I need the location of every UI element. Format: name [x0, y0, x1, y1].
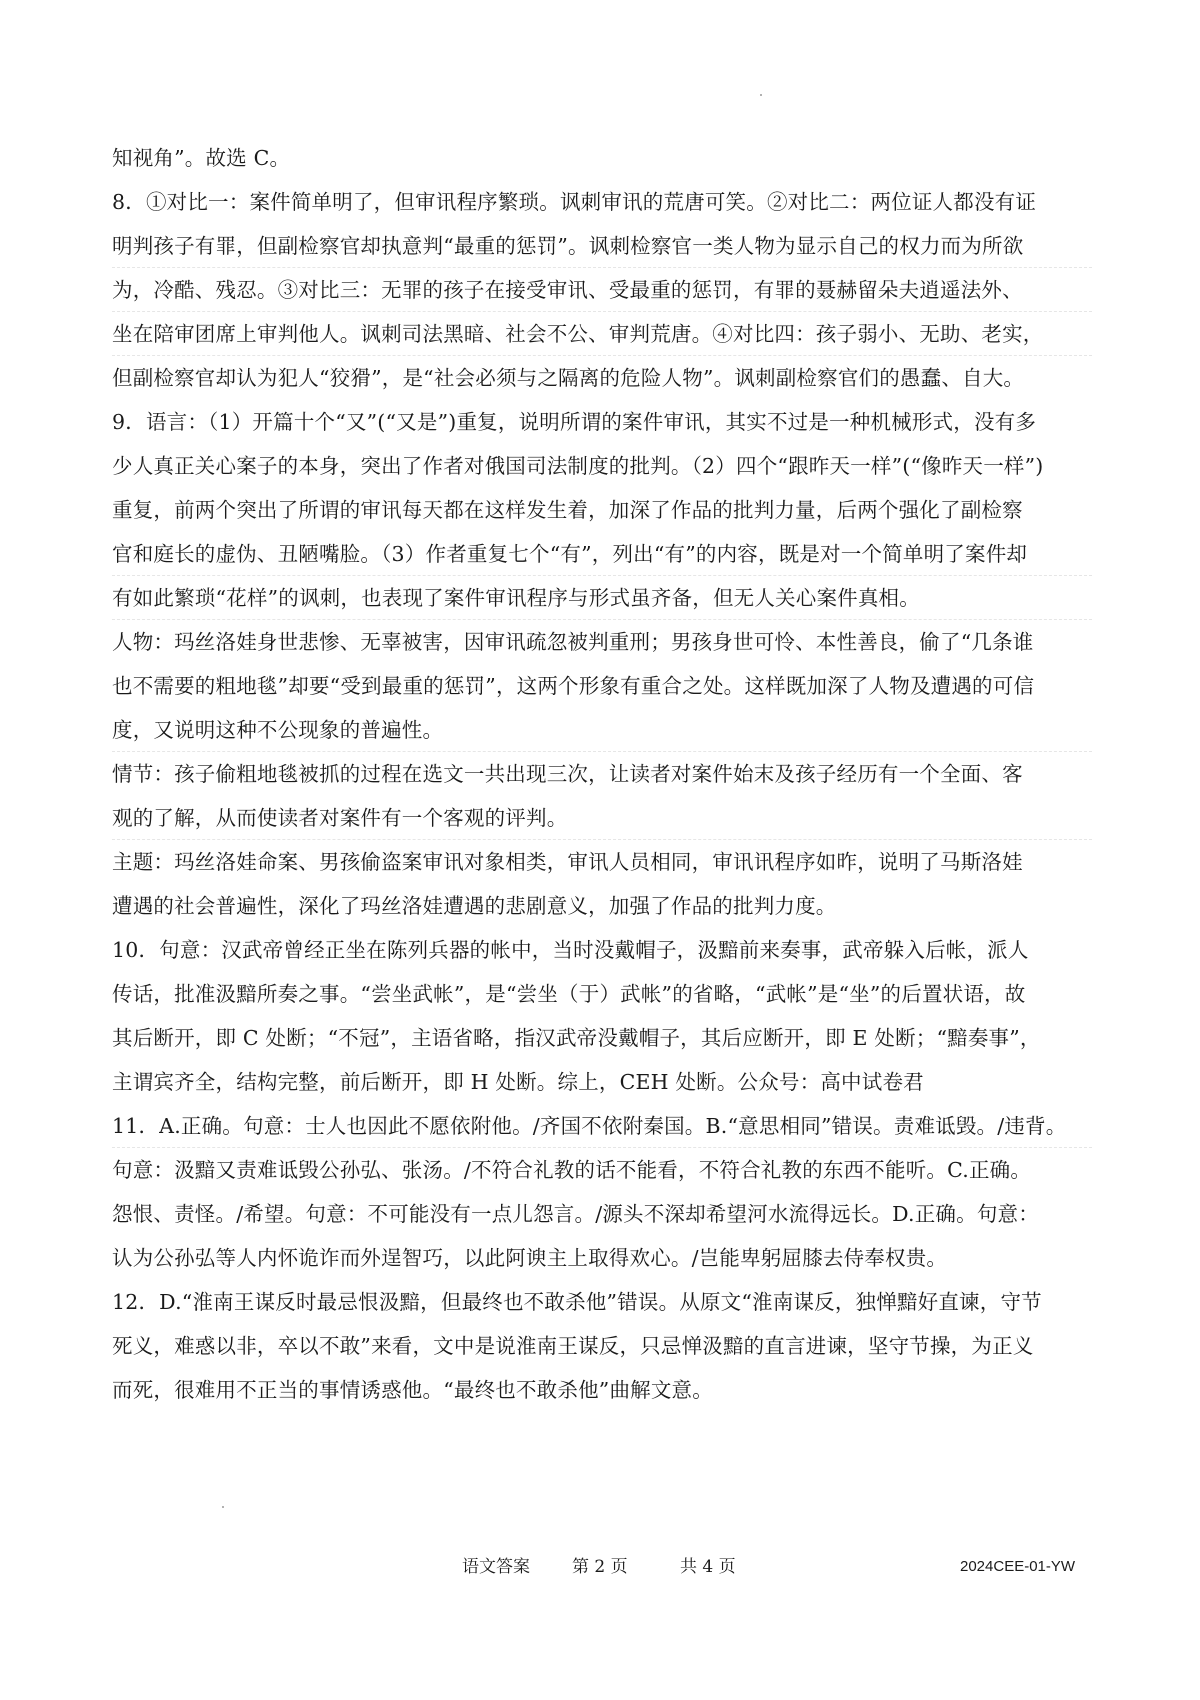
- text-line: 人物：玛丝洛娃身世悲惨、无辜被害，因审讯疏忽被判重刑；男孩身世可怜、本性善良，偷了“几条谁: [112, 630, 1034, 654]
- footer-page-number: 第 2 页: [572, 1557, 628, 1577]
- text-line: 主谓宾齐全，结构完整，前后断开，即 H 处断。综上，CEH 处断。公众号：高中试卷君: [112, 1070, 924, 1094]
- text-line: 官和庭长的虚伪、丑陋嘴脸。（3）作者重复七个“有”，列出“有”的内容，既是对一个简单明了案件却: [112, 532, 1092, 576]
- text-line: 12．D.“淮南王谋反时最忌恨汲黯，但最终也不敢杀他”错误。从原文“淮南谋反，独惮黯好直谏，守节: [112, 1290, 1042, 1314]
- text-line: 知视角”。故选 C。: [112, 146, 291, 170]
- text-line: 9．语言：（1）开篇十个“又”(“又是”)重复，说明所谓的案件审讯，其实不过是一种机械形式，没有多: [112, 410, 1037, 434]
- text-line: 而死，很难用不正当的事情诱惑他。“最终也不敢杀他”曲解文意。: [112, 1378, 713, 1402]
- text-line: 为，冷酷、残忍。③对比三：无罪的孩子在接受审讯、受最重的惩罚，有罪的聂赫留朵夫逍遥法外、: [112, 268, 1092, 312]
- text-line: 但副检察官却认为犯人“狡猾”，是“社会必须与之隔离的危险人物”。讽刺副检察官们的愚蠢、自大。: [112, 366, 1025, 390]
- text-line: 句意：汲黯又责难诋毁公孙弘、张汤。/不符合礼教的话不能看，不符合礼教的东西不能听。C.正确。: [112, 1158, 1032, 1182]
- text-line: 度，又说明这种不公现象的普遍性。: [112, 708, 1092, 752]
- text-line: 认为公孙弘等人内怀诡诈而外逞智巧，以此阿谀主上取得欢心。/岂能卑躬屈膝去侍奉权贵。: [112, 1246, 948, 1270]
- text-line: 明判孩子有罪，但副检察官却执意判“最重的惩罚”。讽刺检察官一类人物为显示自己的权力而为所欲: [112, 224, 1092, 268]
- footer-page-total: 共 4 页: [680, 1557, 736, 1577]
- text-line: 也不需要的粗地毯”却要“受到最重的惩罚”，这两个形象有重合之处。这样既加深了人物及遭遇的可信: [112, 674, 1035, 698]
- text-line: 遭遇的社会普遍性，深化了玛丝洛娃遭遇的悲剧意义，加强了作品的批判力度。: [112, 894, 837, 918]
- text-line: 怨恨、责怪。/希望。句意：不可能没有一点儿怨言。/源头不深却希望河水流得远长。D.正确。句意：: [112, 1202, 1039, 1226]
- text-line: 主题：玛丝洛娃命案、男孩偷盗案审讯对象相类，审讯人员相同，审讯讯程序如昨，说明了马斯洛娃: [112, 850, 1023, 874]
- footer-doc-code: 2024CEE-01-YW: [960, 1558, 1076, 1575]
- scan-speck: [222, 1506, 224, 1508]
- text-line: 坐在陪审团席上审判他人。讽刺司法黑暗、社会不公、审判荒唐。④对比四：孩子弱小、无助、老实，: [112, 312, 1092, 356]
- text-line: 少人真正关心案子的本身，突出了作者对俄国司法制度的批判。（2）四个“跟昨天一样”(“像昨天一样”): [112, 454, 1044, 478]
- text-line: 其后断开，即 C 处断；“不冠”，主语省略，指汉武帝没戴帽子，其后应断开，即 E 处断；“黯奏事”，: [112, 1026, 1041, 1050]
- scan-speck: [760, 94, 762, 96]
- text-line: 观的了解，从而使读者对案件有一个客观的评判。: [112, 796, 1092, 840]
- text-line: 11．A.正确。句意：士人也因此不愿依附他。/齐国不依附秦国。B.“意思相同”错误。责难诋毁。/违背。: [112, 1104, 1092, 1148]
- page-footer: [0, 1552, 1200, 1582]
- answer-text: [112, 136, 1092, 1412]
- text-line: 传话，批准汲黯所奏之事。“尝坐武帐”，是“尝坐（于）武帐”的省略，“武帐”是“坐”的后置状语，故: [112, 982, 1026, 1006]
- footer-subject: 语文答案: [462, 1557, 530, 1577]
- text-line: 情节：孩子偷粗地毯被抓的过程在选文一共出现三次，让读者对案件始末及孩子经历有一个全面、客: [112, 762, 1023, 786]
- text-line: 重复，前两个突出了所谓的审讯每天都在这样发生着，加深了作品的批判力量，后两个强化了副检察: [112, 498, 1023, 522]
- text-line: 8．①对比一：案件简单明了，但审讯程序繁琐。讽刺审讯的荒唐可笑。②对比二：两位证人都没有证: [112, 190, 1037, 214]
- text-line: 死义，难惑以非，卒以不敢”来看，文中是说淮南王谋反，只忌惮汲黯的直言进谏，坚守节操，为正义: [112, 1334, 1034, 1358]
- text-line: 有如此繁琐“花样”的讽刺，也表现了案件审讯程序与形式虽齐备，但无人关心案件真相。: [112, 576, 1092, 620]
- text-line: 10．句意：汉武帝曾经正坐在陈列兵器的帐中，当时没戴帽子，汲黯前来奏事，武帝躲入后帐，派人: [112, 938, 1029, 962]
